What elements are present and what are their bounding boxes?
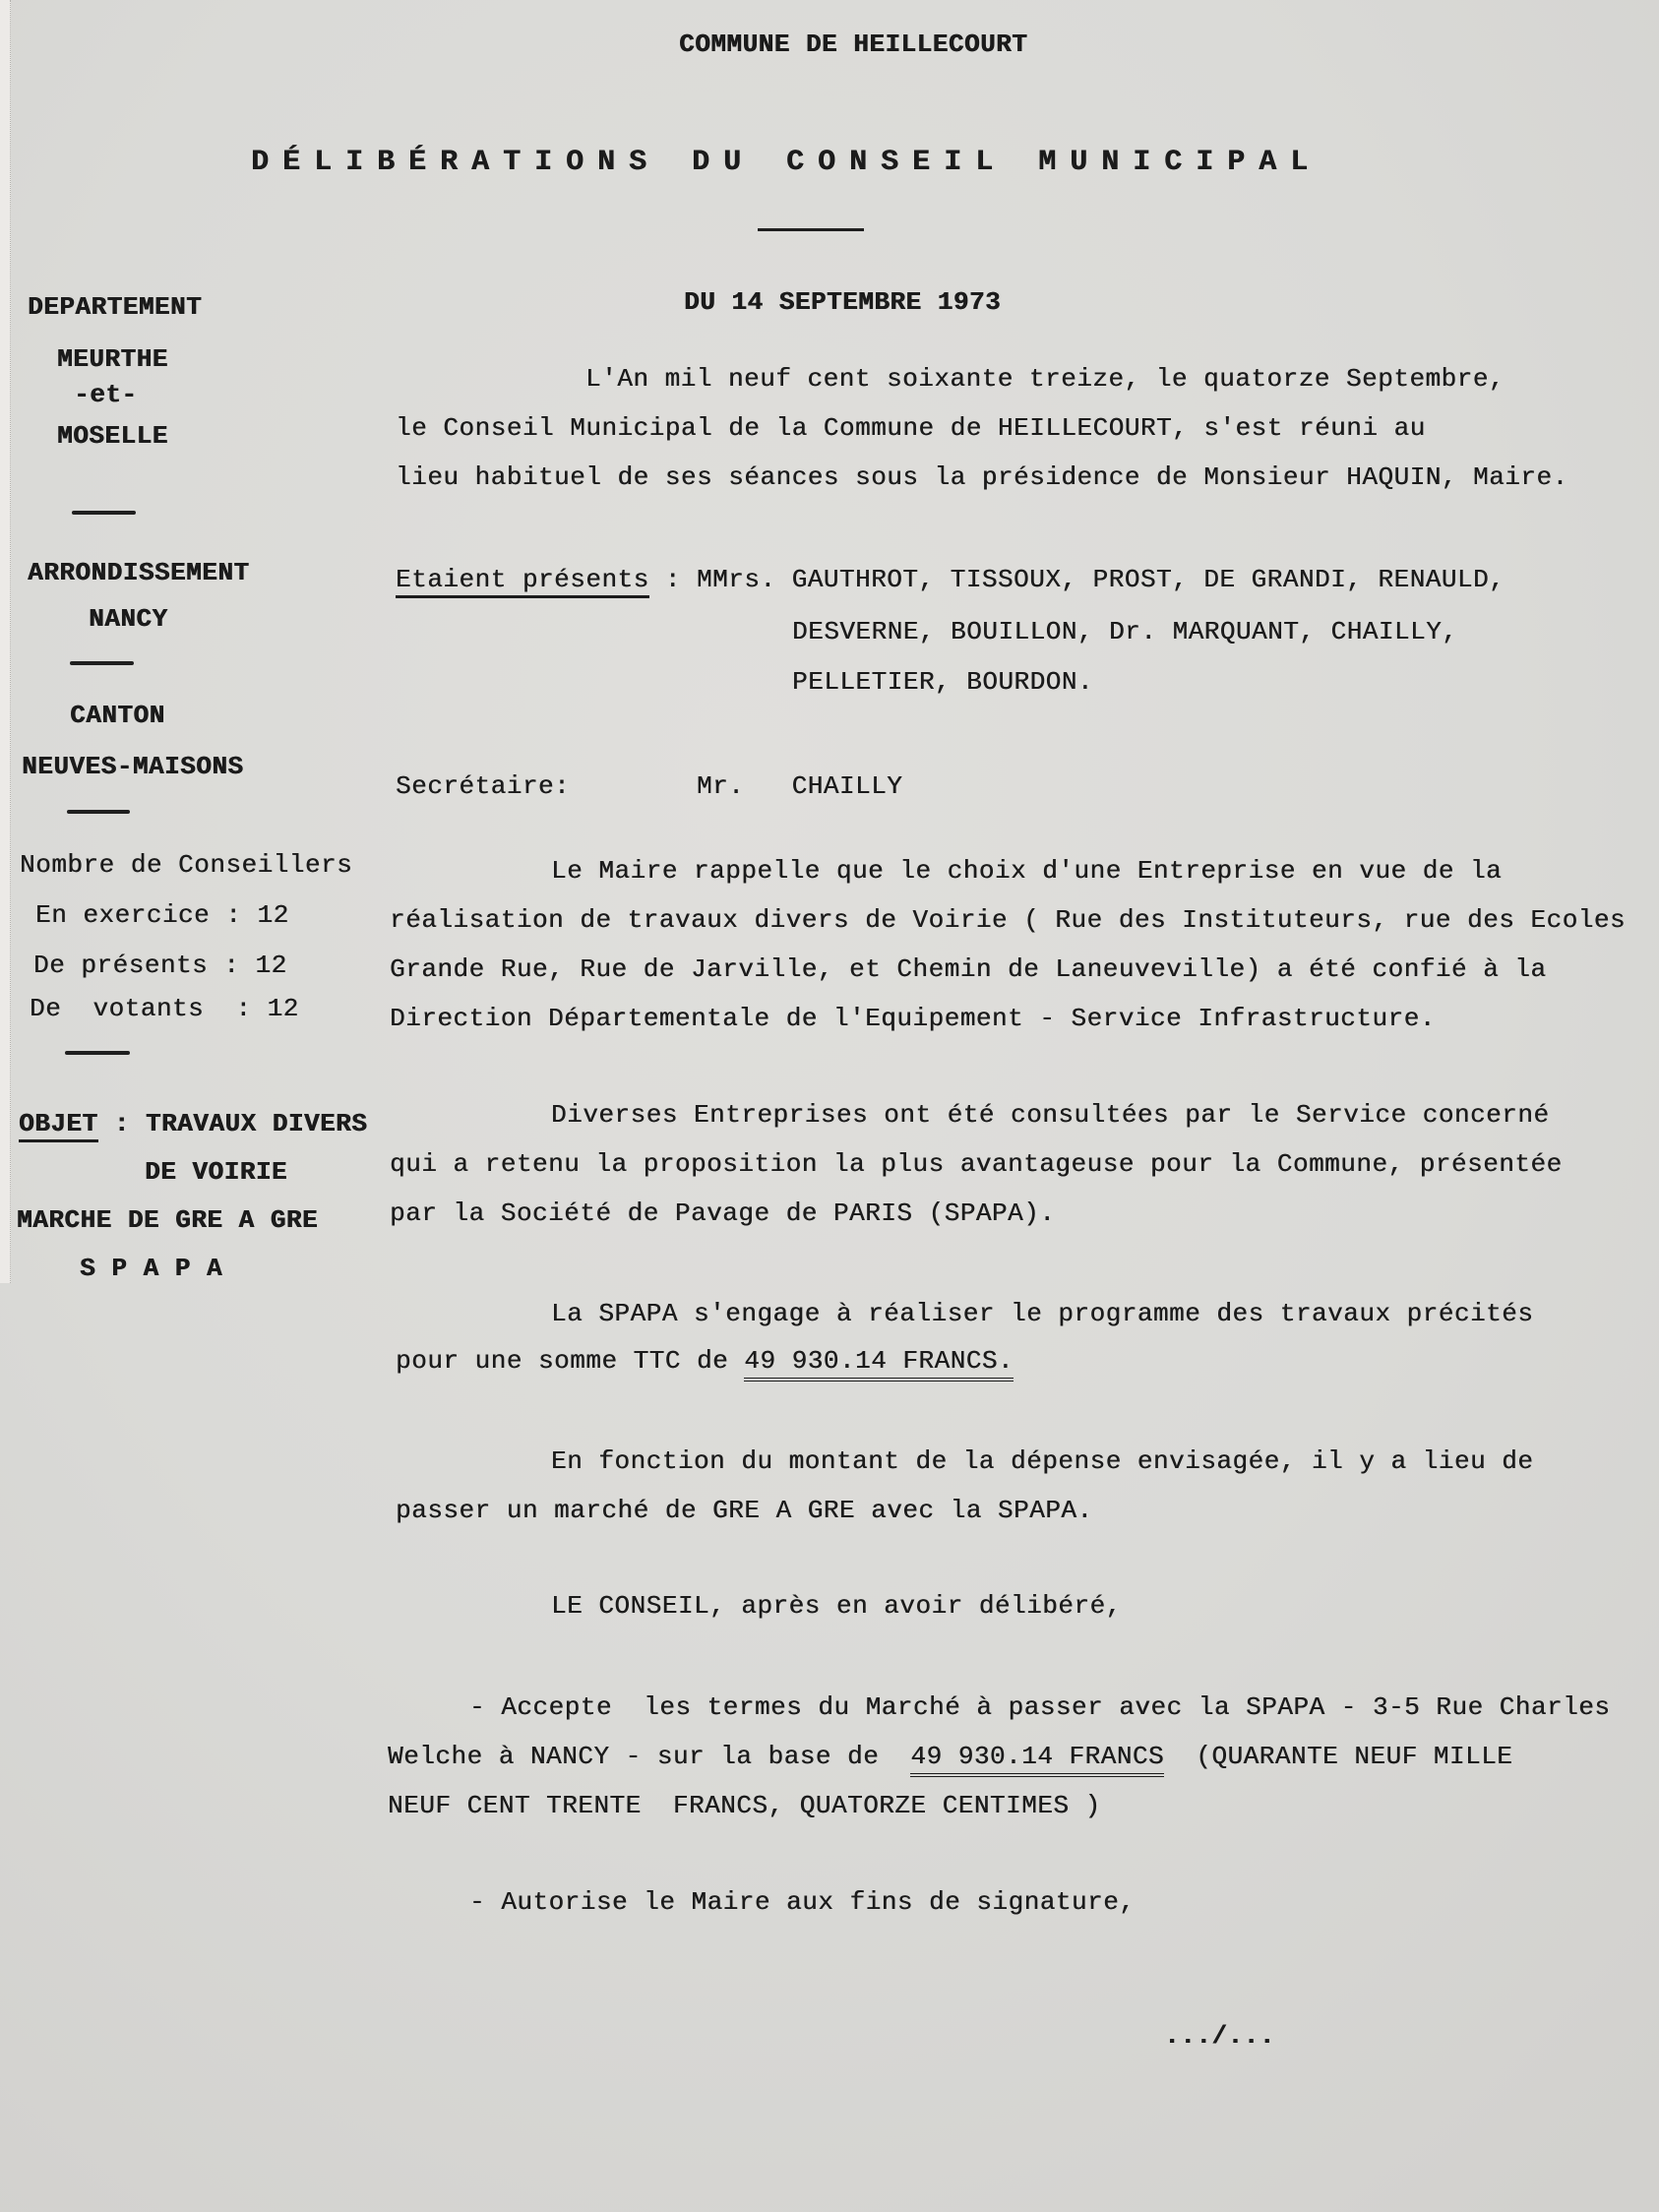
body-p5-line2 — [396, 1344, 1014, 1378]
margin-divider-3 — [67, 810, 130, 814]
body-p4-line1: Diverses Entreprises ont été consultées par le Service concerné — [551, 1100, 1550, 1130]
commune-title: COMMUNE DE HEILLECOURT — [679, 30, 1028, 59]
title-rule — [758, 228, 864, 231]
session-date: DU 14 SEPTEMBRE 1973 — [684, 287, 1002, 317]
body-secretaire-line: Secrétaire: Mr. CHAILLY — [396, 771, 903, 801]
body-p8-line3: NEUF CENT TRENTE FRANCS, QUATORZE CENTIMES ) — [388, 1791, 1101, 1820]
p5-prefix: pour une somme TTC de — [396, 1346, 745, 1376]
body-p8-line1: - Accepte les termes du Marché à passer avec la SPAPA - 3-5 Rue Charles — [469, 1692, 1611, 1722]
body-p4-line2: qui a retenu la proposition la plus avantageuse pour la Commune, présentée — [390, 1149, 1563, 1179]
body-p3-line1: Le Maire rappelle que le choix d'une Entreprise en vue de la — [551, 856, 1503, 886]
p8-suffix: (QUARANTE NEUF MILLE — [1164, 1742, 1513, 1771]
body-p9-line1: - Autorise le Maire aux fins de signature, — [469, 1887, 1136, 1917]
margin-divider-4 — [65, 1051, 130, 1055]
margin-arrondissement-value: NANCY — [89, 604, 168, 634]
body-p3-line2: réalisation de travaux divers de Voirie ( Rue des Instituteurs, rue des Ecoles — [390, 905, 1626, 935]
margin-canton-value: NEUVES-MAISONS — [22, 752, 244, 781]
margin-divider-1 — [72, 511, 136, 515]
margin-arrondissement-label: ARRONDISSEMENT — [28, 558, 250, 587]
scan-edge-artifact — [0, 0, 11, 1283]
body-p1-line1: L'An mil neuf cent soixante treize, le quatorze Septembre, — [585, 364, 1505, 394]
p5-amount: 49 930.14 FRANCS. — [744, 1346, 1014, 1382]
body-p4-line3: par la Société de Pavage de PARIS (SPAPA). — [390, 1198, 1056, 1228]
margin-objet-label: OBJET — [19, 1109, 98, 1142]
margin-divider-2 — [70, 661, 134, 665]
margin-departement-moselle: MOSELLE — [57, 421, 168, 451]
margin-canton-label: CANTON — [70, 701, 165, 730]
body-p1-line2: le Conseil Municipal de la Commune de HEILLECOURT, s'est réuni au — [396, 413, 1426, 443]
body-presents-line2: DESVERNE, BOUILLON, Dr. MARQUANT, CHAILLY, — [792, 617, 1458, 646]
body-p7-line1: LE CONSEIL, après en avoir délibéré, — [551, 1591, 1122, 1621]
p8-prefix: Welche à NANCY - sur la base de — [388, 1742, 911, 1771]
body-p8-line2 — [388, 1740, 1512, 1773]
margin-objet-line2: DE VOIRIE — [145, 1157, 287, 1187]
deliberations-title: DÉLIBÉRATIONS DU CONSEIL MUNICIPAL — [251, 146, 1322, 179]
margin-departement-meurthe: MEURTHE — [57, 344, 168, 374]
margin-conseillers-exercice: En exercice : 12 — [35, 900, 289, 930]
body-p3-line4: Direction Départementale de l'Equipement - Service Infrastructure. — [390, 1004, 1436, 1033]
presents-line1-rest: : MMrs. GAUTHROT, TISSOUX, PROST, DE GRANDI, RENAULD, — [648, 565, 1505, 594]
margin-objet-line1 — [19, 1107, 367, 1140]
margin-departement-label: DEPARTEMENT — [28, 292, 203, 322]
presents-label: Etaient présents — [396, 565, 649, 598]
body-p3-line3: Grande Rue, Rue de Jarville, et Chemin de Laneuveville) a été confié à la — [390, 954, 1547, 984]
margin-departement-et: -et- — [74, 380, 138, 409]
margin-conseillers-title: Nombre de Conseillers — [20, 850, 353, 880]
body-p6-line2: passer un marché de GRE A GRE avec la SPAPA. — [396, 1496, 1093, 1525]
continuation-marker: .../... — [1164, 2021, 1275, 2051]
body-presents-line1 — [396, 563, 1505, 596]
body-presents-line3: PELLETIER, BOURDON. — [792, 667, 1093, 697]
margin-objet-line4: S P A P A — [80, 1254, 222, 1283]
body-p1-line3: lieu habituel de ses séances sous la présidence de Monsieur HAQUIN, Maire. — [396, 462, 1568, 492]
margin-conseillers-presents: De présents : 12 — [33, 951, 287, 980]
margin-conseillers-votants: De votants : 12 — [30, 994, 299, 1023]
margin-objet-rest: : TRAVAUX DIVERS — [97, 1109, 368, 1138]
p8-amount: 49 930.14 FRANCS — [910, 1742, 1164, 1777]
margin-objet-line3: MARCHE DE GRE A GRE — [17, 1205, 318, 1235]
body-p5-line1: La SPAPA s'engage à réaliser le programme des travaux précités — [551, 1299, 1534, 1328]
body-p6-line1: En fonction du montant de la dépense envisagée, il y a lieu de — [551, 1446, 1534, 1476]
